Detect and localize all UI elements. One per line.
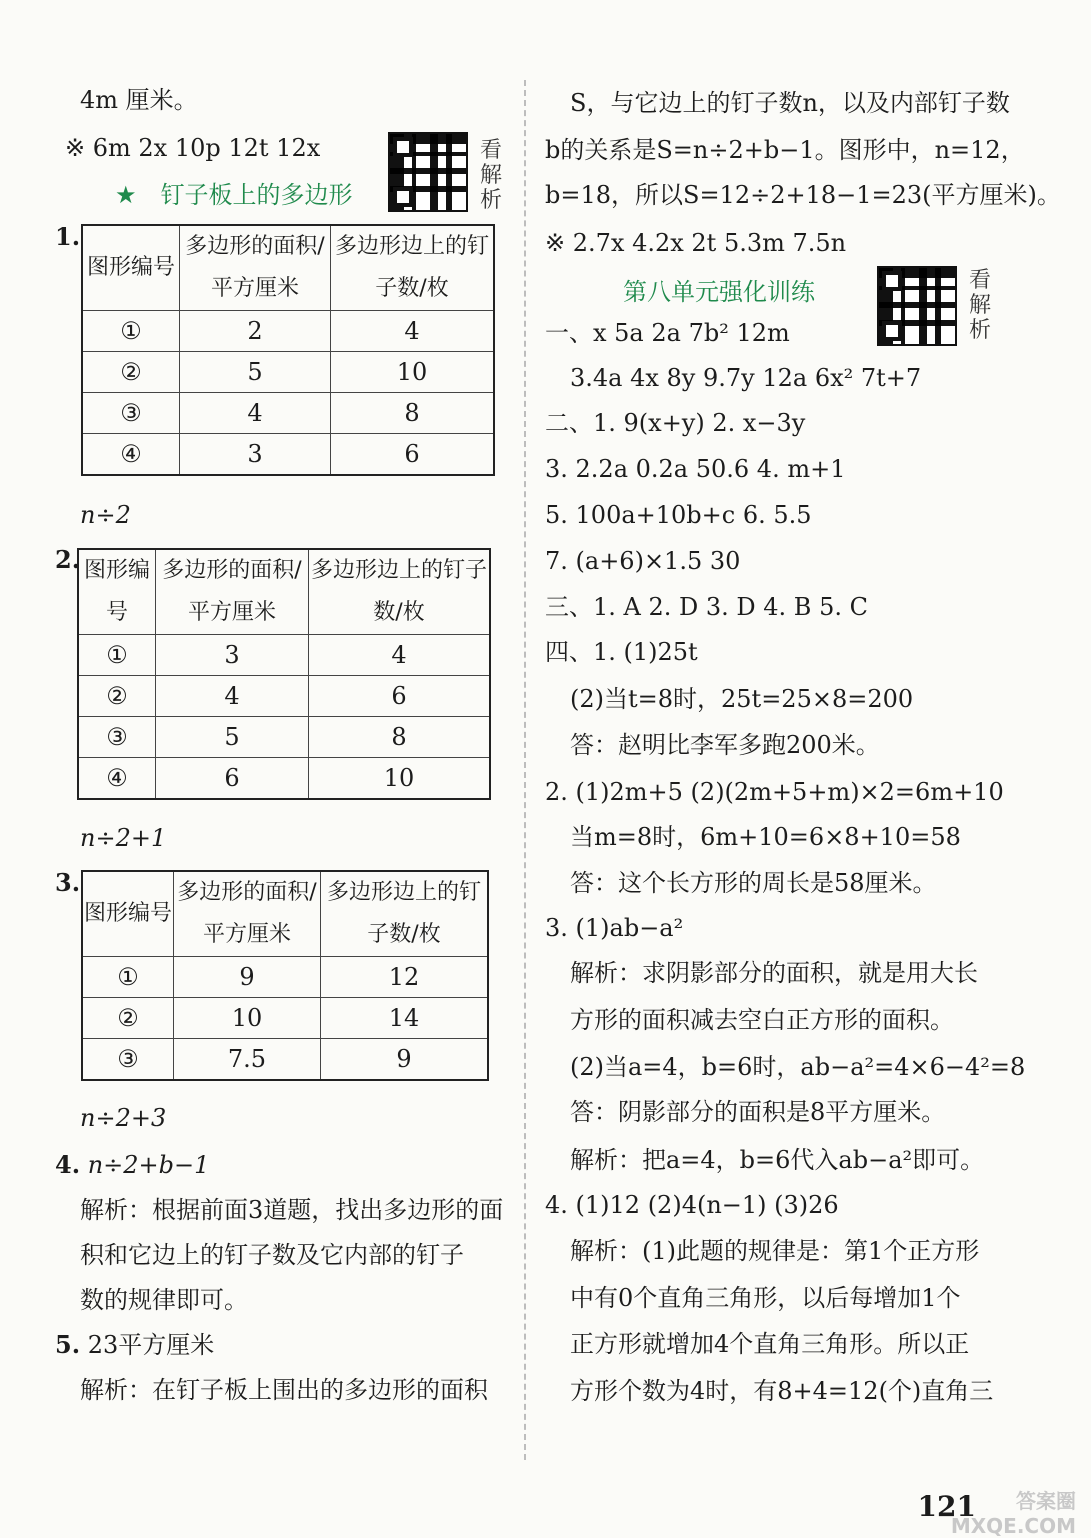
analysis-line: 数的规律即可。 xyxy=(80,1286,248,1314)
table-cell: 8 xyxy=(309,717,491,758)
answer-line: 解析：(1)此题的规律是：第1个正方形 xyxy=(570,1237,980,1265)
header-cell: 多边形边上的钉子数/枚 xyxy=(309,549,491,635)
table-cell: ① xyxy=(82,311,180,352)
star-icon: ★ xyxy=(115,181,137,209)
header-cell: 多边形边上的钉子数/枚 xyxy=(331,225,495,311)
header-cell: 图形编号 xyxy=(82,225,180,311)
analysis-line: 解析：在钉子板上围出的多边形的面积 xyxy=(80,1376,488,1404)
header-cell: 多边形的面积/平方厘米 xyxy=(180,225,331,311)
answer-line: 当m=8时，6m+10=6×8+10=58 xyxy=(570,823,961,851)
table-cell: ② xyxy=(82,352,180,393)
header-cell: 多边形的面积/平方厘米 xyxy=(174,871,321,957)
table-cell: 5 xyxy=(156,717,309,758)
table-cell: 6 xyxy=(331,434,495,476)
analysis-line: 解析：根据前面3道题，找出多边形的面 xyxy=(80,1196,504,1224)
answer-line: 3. 2.2a 0.2a 50.6 4. m+1 xyxy=(545,455,846,483)
pins-table-2 xyxy=(77,548,491,800)
answer-q2: n÷2+1 xyxy=(80,824,167,852)
table-cell: 4 xyxy=(309,635,491,676)
answer-line: 解析：求阴影部分的面积，就是用大长 xyxy=(570,959,978,987)
table-cell: ① xyxy=(78,635,156,676)
answer-line: 答：这个长方形的周长是58厘米。 xyxy=(570,869,937,897)
table-cell: 8 xyxy=(331,393,495,434)
answer-q5: 5. 23平方厘米 xyxy=(55,1330,215,1359)
answer-line: 3. (1)ab−a² xyxy=(545,914,684,942)
qr-label: 看解析 xyxy=(969,268,992,343)
section-title-unit8: 第八单元强化训练 xyxy=(623,278,815,306)
table-cell: 2 xyxy=(180,311,331,352)
answer-line: 方形个数为4时，有8+4=12(个)直角三 xyxy=(570,1377,994,1405)
qr-code-icon[interactable] xyxy=(388,132,468,212)
answer-line: 答：赵明比李军多跑200米。 xyxy=(570,731,880,759)
answer-q3: n÷2+3 xyxy=(80,1104,167,1132)
answer-line: 一、x 5a 2a 7b² 12m xyxy=(545,319,790,347)
answer-line: 解析：把a=4，b=6代入ab−a²即可。 xyxy=(570,1146,985,1174)
answer-line: 3.4a 4x 8y 9.7y 12a 6x² 7t+7 xyxy=(570,364,922,392)
answer-line: 中有0个直角三角形，以后每增加1个 xyxy=(570,1284,961,1312)
table-cell: 10 xyxy=(331,352,495,393)
table-cell: 10 xyxy=(309,758,491,800)
table-cell: 3 xyxy=(156,635,309,676)
question-number: 3. xyxy=(55,868,81,897)
qr-code-icon[interactable] xyxy=(877,266,957,346)
table-cell: 12 xyxy=(321,957,489,998)
pins-table-1 xyxy=(81,224,495,476)
table-cell: 4 xyxy=(180,393,331,434)
right-column xyxy=(545,0,1065,1536)
table-cell: ④ xyxy=(82,434,180,476)
question-number: 2. xyxy=(55,545,81,574)
header-cell: 多边形边上的钉子数/枚 xyxy=(321,871,489,957)
section-title-pins: ★ 钉子板上的多边形 xyxy=(115,181,353,209)
table-cell: ③ xyxy=(82,1039,174,1081)
table-cell: 10 xyxy=(174,998,321,1039)
header-cell: 多边形的面积/平方厘米 xyxy=(156,549,309,635)
watermark: 答案圈 MXQE.COM xyxy=(950,1489,1076,1538)
table-cell: 9 xyxy=(321,1039,489,1081)
text-line: b的关系是S=n÷2+b−1。图形中，n=12， xyxy=(545,136,1025,164)
table-cell: 14 xyxy=(321,998,489,1039)
answer-line: 2. (1)2m+5 (2)(2m+5+m)×2=6m+10 xyxy=(545,778,1004,806)
intro-line: 4m 厘米。 xyxy=(80,86,198,114)
answer-line: (2)当a=4，b=6时，ab−a²=4×6−4²=8 xyxy=(570,1053,1026,1081)
table-cell: 6 xyxy=(309,676,491,717)
header-cell: 图形编号 xyxy=(82,871,174,957)
pins-table-3 xyxy=(81,870,489,1081)
table-cell: ③ xyxy=(78,717,156,758)
answer-line: 5. 100a+10b+c 6. 5.5 xyxy=(545,501,812,529)
table-cell: 4 xyxy=(331,311,495,352)
answer-line: 正方形就增加4个直角三角形。所以正 xyxy=(570,1330,970,1358)
answer-line: (2)当t=8时，25t=25×8=200 xyxy=(570,685,914,713)
table-cell: ③ xyxy=(82,393,180,434)
table-cell: 3 xyxy=(180,434,331,476)
analysis-line: 积和它边上的钉子数及它内部的钉子 xyxy=(80,1241,464,1269)
table-cell: 4 xyxy=(156,676,309,717)
answer-line: 答：阴影部分的面积是8平方厘米。 xyxy=(570,1098,946,1126)
column-divider xyxy=(524,80,526,1460)
answer-line: 4. (1)12 (2)4(n−1) (3)26 xyxy=(545,1191,839,1219)
answer-line: 三、1. A 2. D 3. D 4. B 5. C xyxy=(545,593,868,621)
text-line: b=18，所以S=12÷2+18−1=23(平方厘米)。 xyxy=(545,181,1061,209)
answer-line: 四、1. (1)25t xyxy=(545,638,698,666)
page-number: 121 xyxy=(917,1490,976,1523)
qr-label: 看解析 xyxy=(480,138,503,213)
table-cell: 7.5 xyxy=(174,1039,321,1081)
text-line: S，与它边上的钉子数n，以及内部钉子数 xyxy=(570,89,1010,117)
answer-line: 7. (a+6)×1.5 30 xyxy=(545,547,741,575)
left-column xyxy=(55,0,510,1536)
table-cell: ① xyxy=(82,957,174,998)
table-cell: 9 xyxy=(174,957,321,998)
header-cell: 图形编号 xyxy=(78,549,156,635)
star-answers-left: ※ 6m 2x 10p 12t 12x xyxy=(65,134,321,162)
question-number: 1. xyxy=(55,222,81,251)
answer-q1: n÷2 xyxy=(80,501,131,529)
table-cell: ② xyxy=(78,676,156,717)
answer-line: 方形的面积减去空白正方形的面积。 xyxy=(570,1006,954,1034)
table-cell: 5 xyxy=(180,352,331,393)
table-cell: 6 xyxy=(156,758,309,800)
answer-line: 二、1. 9(x+y) 2. x−3y xyxy=(545,409,806,437)
star-answers-right: ※ 2.7x 4.2x 2t 5.3m 7.5n xyxy=(545,229,847,257)
table-cell: ② xyxy=(82,998,174,1039)
answer-q4: 4. n÷2+b−1 xyxy=(55,1150,210,1179)
table-cell: ④ xyxy=(78,758,156,800)
